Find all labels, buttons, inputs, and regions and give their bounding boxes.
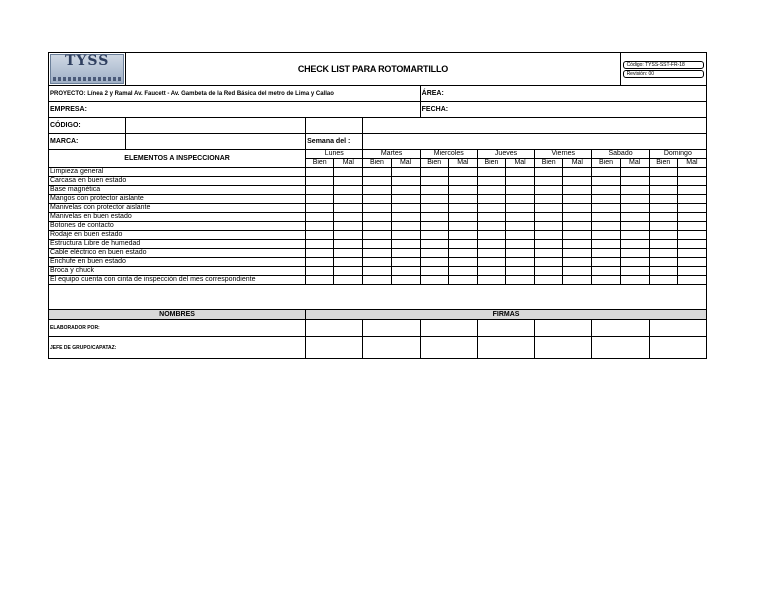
bad-check-cell[interactable] [391,276,420,285]
day-header: Jueves [477,150,534,159]
signature-rows [49,320,707,359]
good-check-cell[interactable] [535,168,563,177]
bad-check-cell[interactable] [334,195,363,204]
bad-header: Mal [448,159,477,168]
good-check-cell[interactable] [363,231,391,240]
signature-cell[interactable] [592,337,649,359]
good-check-cell[interactable] [592,195,620,204]
bad-check-cell[interactable] [563,222,592,231]
good-check-cell[interactable] [363,204,391,213]
checklist-row [49,267,707,276]
good-check-cell[interactable] [592,222,620,231]
good-check-cell[interactable] [535,267,563,276]
bad-header: Mal [391,159,420,168]
checklist-table [48,52,707,359]
bad-check-cell[interactable] [563,240,592,249]
good-check-cell[interactable] [477,186,505,195]
checklist-row [49,186,707,195]
good-check-cell[interactable] [363,213,391,222]
bad-check-cell[interactable] [677,213,706,222]
good-check-cell[interactable] [306,204,334,213]
good-check-cell[interactable] [420,186,448,195]
good-check-cell[interactable] [420,195,448,204]
bad-check-cell[interactable] [448,258,477,267]
bad-check-cell[interactable] [334,204,363,213]
date-field: FECHA: [420,102,706,118]
good-check-cell[interactable] [363,195,391,204]
elements-header: ELEMENTOS A INSPECCIONAR [49,150,306,168]
tyss-logo-icon [50,54,124,84]
good-check-cell[interactable] [477,249,505,258]
good-check-cell[interactable] [649,177,677,186]
bad-check-cell[interactable] [506,195,535,204]
bad-check-cell[interactable] [677,231,706,240]
good-check-cell[interactable] [420,168,448,177]
bad-check-cell[interactable] [506,276,535,285]
signer-role: JEFE DE GRUPO/CAPATAZ: [49,337,306,359]
good-check-cell[interactable] [306,168,334,177]
signature-cell[interactable] [420,337,477,359]
bad-check-cell[interactable] [677,267,706,276]
good-check-cell[interactable] [306,186,334,195]
bad-check-cell[interactable] [677,204,706,213]
good-check-cell[interactable] [592,168,620,177]
logo-text: TYSS [65,53,110,69]
good-check-cell[interactable] [363,186,391,195]
good-check-cell[interactable] [363,267,391,276]
signature-cell[interactable] [363,320,420,337]
good-check-cell[interactable] [306,249,334,258]
bad-check-cell[interactable] [563,177,592,186]
bad-check-cell[interactable] [391,213,420,222]
good-header: Bien [649,159,677,168]
good-check-cell[interactable] [420,267,448,276]
good-check-cell[interactable] [649,258,677,267]
good-check-cell[interactable] [535,177,563,186]
good-check-cell[interactable] [592,276,620,285]
bad-check-cell[interactable] [334,222,363,231]
bad-check-cell[interactable] [506,177,535,186]
bad-check-cell[interactable] [677,249,706,258]
good-check-cell[interactable] [535,186,563,195]
bad-check-cell[interactable] [391,177,420,186]
document-title: CHECK LIST PARA ROTOMARTILLO [126,53,620,86]
good-check-cell[interactable] [363,249,391,258]
good-check-cell[interactable] [535,258,563,267]
bad-header: Mal [334,159,363,168]
bad-check-cell[interactable] [563,276,592,285]
bad-check-cell[interactable] [677,168,706,177]
bad-check-cell[interactable] [620,204,649,213]
bad-check-cell[interactable] [620,213,649,222]
signer-role: ELABORADOR POR: [49,320,306,337]
good-check-cell[interactable] [535,240,563,249]
good-check-cell[interactable] [592,267,620,276]
inspection-item: Cable eléctrico en buen estado [49,249,306,258]
bad-check-cell[interactable] [620,249,649,258]
good-check-cell[interactable] [306,177,334,186]
bad-check-cell[interactable] [448,222,477,231]
bad-header: Mal [506,159,535,168]
inspection-item: Mangos con protector aislante [49,195,306,204]
document-code-cell [620,53,706,86]
checklist-row [49,240,707,249]
good-check-cell[interactable] [477,177,505,186]
good-check-cell[interactable] [477,168,505,177]
day-header: Domingo [649,150,706,159]
bad-check-cell[interactable] [448,177,477,186]
signature-cell[interactable] [363,337,420,359]
good-check-cell[interactable] [535,195,563,204]
good-check-cell[interactable] [306,231,334,240]
code-blank [306,118,363,134]
inspection-item: Enchufe en buen estado [49,258,306,267]
good-check-cell[interactable] [649,249,677,258]
good-check-cell[interactable] [592,231,620,240]
good-check-cell[interactable] [649,204,677,213]
checklist-row [49,177,707,186]
code-value [126,118,306,134]
good-check-cell[interactable] [420,213,448,222]
bad-check-cell[interactable] [391,195,420,204]
document-revision: Revisión: 00 [623,70,704,78]
bad-check-cell[interactable] [506,222,535,231]
good-check-cell[interactable] [592,240,620,249]
good-check-cell[interactable] [420,240,448,249]
signature-row [49,320,707,337]
bad-check-cell[interactable] [506,186,535,195]
week-value [363,134,707,150]
good-check-cell[interactable] [592,213,620,222]
good-header: Bien [592,159,620,168]
checklist-row [49,231,707,240]
project-field: PROYECTO: Línea 2 y Ramal Av. Faucett - Av. Gambeta de la Red Básica del metro de Lima y Callao [49,86,421,102]
inspection-item: Base magnética [49,186,306,195]
inspection-item: Manivelas con protector aislante [49,204,306,213]
bad-check-cell[interactable] [334,177,363,186]
signature-cell[interactable] [592,320,649,337]
bad-check-cell[interactable] [620,276,649,285]
good-check-cell[interactable] [592,204,620,213]
good-check-cell[interactable] [363,222,391,231]
bad-check-cell[interactable] [448,276,477,285]
brand-label: MARCA: [49,134,126,150]
signature-cell[interactable] [477,320,534,337]
bad-check-cell[interactable] [506,213,535,222]
inspection-item: Limpieza general [49,168,306,177]
bad-check-cell[interactable] [563,258,592,267]
day-header: Martes [363,150,420,159]
bad-check-cell[interactable] [391,222,420,231]
spacer-row [49,285,707,310]
good-check-cell[interactable] [306,276,334,285]
bad-check-cell[interactable] [506,168,535,177]
area-field: ÁREA: [420,86,706,102]
inspection-item: Estructura Libre de humedad [49,240,306,249]
signature-cell[interactable] [649,320,706,337]
inspection-item: Broca y chuck [49,267,306,276]
good-check-cell[interactable] [592,258,620,267]
bad-check-cell[interactable] [506,267,535,276]
checklist-row [49,276,707,285]
bad-check-cell[interactable] [391,240,420,249]
good-check-cell[interactable] [477,267,505,276]
good-header: Bien [363,159,391,168]
good-check-cell[interactable] [477,276,505,285]
signature-cell[interactable] [535,320,592,337]
good-check-cell[interactable] [592,249,620,258]
good-check-cell[interactable] [477,231,505,240]
bad-check-cell[interactable] [448,204,477,213]
signature-cell[interactable] [306,337,363,359]
good-check-cell[interactable] [649,186,677,195]
bad-check-cell[interactable] [677,258,706,267]
bad-check-cell[interactable] [334,186,363,195]
good-header: Bien [306,159,334,168]
bad-check-cell[interactable] [334,213,363,222]
bad-check-cell[interactable] [391,267,420,276]
good-check-cell[interactable] [592,177,620,186]
bad-check-cell[interactable] [563,195,592,204]
bad-check-cell[interactable] [620,222,649,231]
bad-check-cell[interactable] [391,204,420,213]
bad-check-cell[interactable] [448,195,477,204]
bad-check-cell[interactable] [620,177,649,186]
names-header: NOMBRES [49,310,306,320]
good-check-cell[interactable] [649,168,677,177]
inspection-item: Rodaje en buen estado [49,231,306,240]
bad-check-cell[interactable] [334,240,363,249]
checklist-row [49,213,707,222]
bad-check-cell[interactable] [563,168,592,177]
bad-check-cell[interactable] [334,249,363,258]
signature-row [49,337,707,359]
bad-check-cell[interactable] [620,195,649,204]
day-header: Sabado [592,150,649,159]
good-check-cell[interactable] [477,240,505,249]
bad-check-cell[interactable] [677,177,706,186]
good-check-cell[interactable] [535,276,563,285]
bad-check-cell[interactable] [391,249,420,258]
document-code: Código: TYSS-SST-FR-18 [623,61,704,69]
signature-cell[interactable] [477,337,534,359]
bad-check-cell[interactable] [620,168,649,177]
bad-header: Mal [677,159,706,168]
bad-check-cell[interactable] [620,258,649,267]
good-check-cell[interactable] [649,240,677,249]
good-check-cell[interactable] [649,231,677,240]
bad-check-cell[interactable] [563,186,592,195]
company-field: EMPRESA: [49,102,421,118]
good-header: Bien [477,159,505,168]
brand-value [126,134,306,150]
bad-check-cell[interactable] [506,204,535,213]
good-check-cell[interactable] [477,222,505,231]
good-check-cell[interactable] [306,222,334,231]
checklist-row [49,195,707,204]
good-header: Bien [535,159,563,168]
bad-check-cell[interactable] [391,258,420,267]
good-check-cell[interactable] [306,213,334,222]
inspection-item: Carcasa en buen estado [49,177,306,186]
good-check-cell[interactable] [420,249,448,258]
bad-check-cell[interactable] [506,258,535,267]
bad-check-cell[interactable] [620,240,649,249]
good-check-cell[interactable] [420,204,448,213]
bad-check-cell[interactable] [563,267,592,276]
checklist-sheet [48,52,707,359]
signatures-header: FIRMAS [306,310,707,320]
bad-check-cell[interactable] [391,168,420,177]
day-header: Miercoles [420,150,477,159]
good-check-cell[interactable] [420,258,448,267]
good-check-cell[interactable] [649,267,677,276]
bad-check-cell[interactable] [563,204,592,213]
bad-header: Mal [620,159,649,168]
inspection-item: Botones de contacto [49,222,306,231]
code-label: CÓDIGO: [49,118,126,134]
good-header: Bien [420,159,448,168]
signature-cell[interactable] [420,320,477,337]
bad-check-cell[interactable] [563,213,592,222]
day-header: Viernes [535,150,592,159]
signature-cell[interactable] [535,337,592,359]
bad-check-cell[interactable] [677,222,706,231]
good-check-cell[interactable] [477,195,505,204]
good-check-cell[interactable] [535,213,563,222]
bad-check-cell[interactable] [334,168,363,177]
bad-check-cell[interactable] [506,249,535,258]
bad-check-cell[interactable] [334,276,363,285]
good-check-cell[interactable] [477,213,505,222]
good-check-cell[interactable] [420,276,448,285]
good-check-cell[interactable] [306,240,334,249]
good-check-cell[interactable] [363,276,391,285]
checklist-row [49,204,707,213]
bad-check-cell[interactable] [448,249,477,258]
bad-check-cell[interactable] [448,213,477,222]
inspection-item: El equipo cuenta con cinta de inspección del mes correspondiente [49,276,306,285]
bad-check-cell[interactable] [448,240,477,249]
bad-check-cell[interactable] [448,267,477,276]
bad-header: Mal [563,159,592,168]
bad-check-cell[interactable] [334,267,363,276]
good-check-cell[interactable] [363,177,391,186]
bad-check-cell[interactable] [620,231,649,240]
good-check-cell[interactable] [363,240,391,249]
good-check-cell[interactable] [649,195,677,204]
bad-check-cell[interactable] [506,240,535,249]
good-check-cell[interactable] [420,177,448,186]
checklist-items [49,168,707,285]
bad-check-cell[interactable] [677,240,706,249]
bad-check-cell[interactable] [620,267,649,276]
week-label: Semana del : [306,134,363,150]
good-check-cell[interactable] [306,258,334,267]
good-check-cell[interactable] [592,186,620,195]
checklist-row [49,222,707,231]
good-check-cell[interactable] [477,258,505,267]
good-check-cell[interactable] [306,267,334,276]
company-logo [49,53,126,86]
good-check-cell[interactable] [649,222,677,231]
good-check-cell[interactable] [363,258,391,267]
bad-check-cell[interactable] [334,231,363,240]
bad-check-cell[interactable] [334,258,363,267]
good-check-cell[interactable] [535,231,563,240]
good-check-cell[interactable] [420,231,448,240]
good-check-cell[interactable] [535,249,563,258]
bad-check-cell[interactable] [391,231,420,240]
checklist-row [49,168,707,177]
good-check-cell[interactable] [535,204,563,213]
code-blank-right [363,118,707,134]
bad-check-cell[interactable] [506,231,535,240]
checklist-row [49,258,707,267]
good-check-cell[interactable] [306,195,334,204]
good-check-cell[interactable] [535,222,563,231]
bad-check-cell[interactable] [448,231,477,240]
bad-check-cell[interactable] [677,276,706,285]
bad-check-cell[interactable] [620,186,649,195]
bad-check-cell[interactable] [391,186,420,195]
bad-check-cell[interactable] [563,249,592,258]
bad-check-cell[interactable] [563,231,592,240]
bad-check-cell[interactable] [677,186,706,195]
good-check-cell[interactable] [477,204,505,213]
good-check-cell[interactable] [363,168,391,177]
checklist-row [49,249,707,258]
bad-check-cell[interactable] [677,195,706,204]
inspection-item: Manivelas en buen estado [49,213,306,222]
signature-cell[interactable] [649,337,706,359]
day-header: Lunes [306,150,363,159]
bad-check-cell[interactable] [448,168,477,177]
good-check-cell[interactable] [649,276,677,285]
signature-cell[interactable] [306,320,363,337]
good-check-cell[interactable] [420,222,448,231]
bad-check-cell[interactable] [448,186,477,195]
good-check-cell[interactable] [649,213,677,222]
